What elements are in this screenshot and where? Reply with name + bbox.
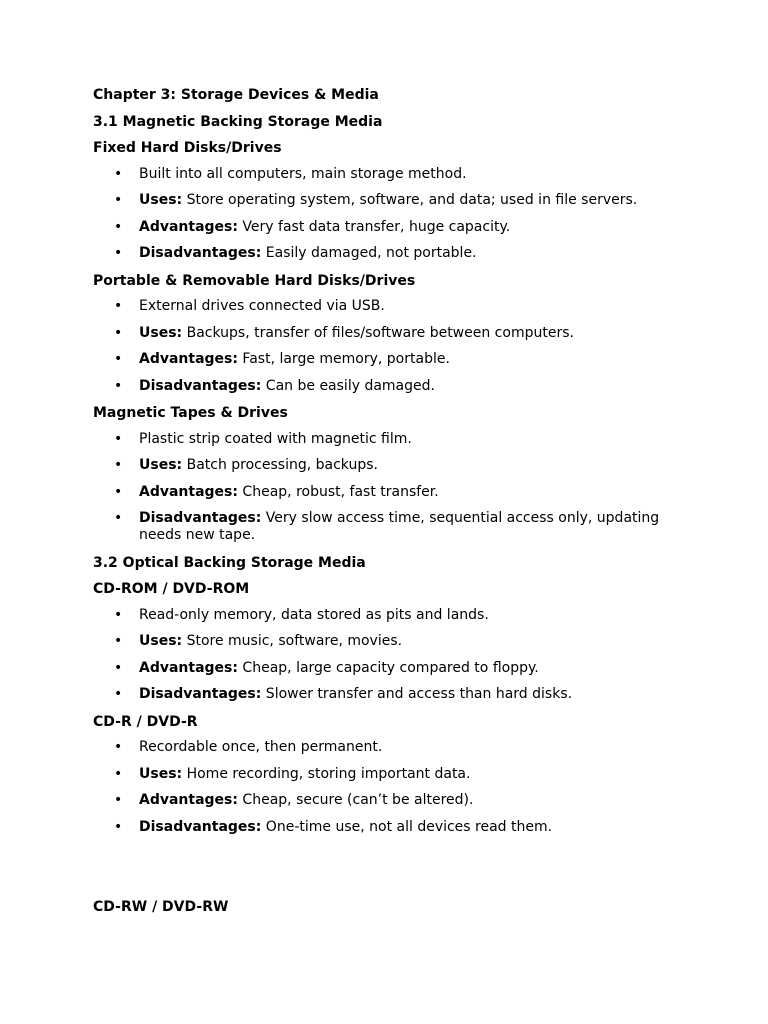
bullet-icon: •: [114, 792, 123, 808]
bullet-icon: •: [114, 606, 123, 623]
bullet-list: [93, 166, 683, 263]
list-item: [93, 457, 683, 474]
item-text: Read-only memory, data stored as pits and lands.: [139, 606, 489, 623]
list-item: [93, 166, 683, 183]
bullet-list: [93, 298, 683, 395]
bullet-icon: •: [114, 633, 123, 649]
bullet-icon: •: [114, 483, 123, 500]
list-item: [93, 245, 683, 262]
item-text: Fast, large memory, portable.: [237, 351, 450, 367]
list-item: [93, 351, 683, 368]
document-page: [93, 86, 683, 925]
item-text: Slower transfer and access than hard disks.: [261, 686, 573, 702]
item-text: Recordable once, then permanent.: [139, 739, 383, 755]
bullet-list: [93, 607, 683, 704]
item-label: Advantages:: [139, 659, 238, 676]
list-item: [93, 633, 683, 650]
list-item: [93, 192, 683, 209]
item-text: Easily damaged, not portable.: [261, 245, 477, 261]
item-label: Advantages:: [139, 792, 238, 808]
subsection-heading: CD-ROM / DVD-ROM: [93, 581, 250, 597]
item-label: Disadvantages:: [139, 510, 262, 526]
subsection-heading: Magnetic Tapes & Drives: [93, 405, 288, 421]
bullet-list: [93, 739, 683, 836]
item-text: Cheap, robust, fast transfer.: [237, 483, 439, 500]
bullet-list: [93, 431, 683, 545]
bullet-icon: •: [114, 457, 123, 473]
item-text: Store music, software, movies.: [182, 633, 403, 649]
list-item: [93, 660, 683, 677]
list-item: [93, 739, 683, 756]
item-text: Cheap, secure (can’t be altered).: [237, 792, 474, 808]
bullet-icon: •: [114, 218, 123, 235]
item-text: Backups, transfer of files/software between computers.: [182, 324, 574, 341]
item-label: Uses:: [139, 457, 183, 473]
list-item: [93, 431, 683, 448]
bullet-icon: •: [114, 192, 123, 208]
bullet-icon: •: [114, 245, 123, 261]
item-text: Very slow access time, sequential access only, updating needs new tape.: [139, 510, 660, 543]
item-label: Advantages:: [139, 483, 238, 500]
bullet-icon: •: [114, 510, 123, 526]
list-item: [93, 792, 683, 809]
bullet-icon: •: [114, 430, 123, 447]
bullet-icon: •: [114, 298, 123, 314]
list-item: [93, 325, 683, 342]
item-label: Advantages:: [139, 351, 238, 367]
item-label: Disadvantages:: [139, 818, 262, 835]
item-text: Built into all computers, main storage method.: [139, 165, 467, 182]
item-text: External drives connected via USB.: [139, 298, 385, 314]
item-text: Very fast data transfer, huge capacity.: [237, 218, 511, 235]
bullet-icon: •: [114, 165, 123, 182]
item-label: Disadvantages:: [139, 245, 262, 261]
list-item: [93, 766, 683, 783]
subsection-heading: CD-R / DVD-R: [93, 713, 198, 730]
item-label: Uses:: [139, 192, 183, 208]
item-text: Cheap, large capacity compared to floppy.: [237, 659, 539, 676]
item-label: Disadvantages:: [139, 686, 262, 702]
list-item: [93, 819, 683, 836]
list-item: [93, 378, 683, 395]
list-item: [93, 298, 683, 315]
item-label: Uses:: [139, 765, 183, 782]
item-label: Uses:: [139, 633, 183, 649]
list-item: [93, 510, 683, 544]
item-label: Advantages:: [139, 218, 238, 235]
list-item: [93, 607, 683, 624]
bullet-icon: •: [114, 659, 123, 676]
bullet-icon: •: [114, 818, 123, 835]
bullet-icon: •: [114, 351, 123, 367]
subsection-heading-cd-rw: CD-RW / DVD-RW: [93, 899, 229, 915]
item-text: Plastic strip coated with magnetic film.: [139, 430, 412, 447]
bullet-icon: •: [114, 377, 123, 394]
section-heading-3-1: 3.1 Magnetic Backing Storage Media: [93, 113, 383, 130]
item-label: Uses:: [139, 324, 183, 341]
item-label: Disadvantages:: [139, 377, 262, 394]
bullet-icon: •: [114, 765, 123, 782]
item-text: Store operating system, software, and data; used in file servers.: [182, 192, 638, 208]
item-text: Home recording, storing important data.: [182, 765, 471, 782]
subsection-heading: Portable & Removable Hard Disks/Drives: [93, 272, 416, 289]
list-item: [93, 686, 683, 703]
bullet-icon: •: [114, 686, 123, 702]
list-item: [93, 219, 683, 236]
section-heading-3-2: 3.2 Optical Backing Storage Media: [93, 554, 366, 571]
bullet-icon: •: [114, 324, 123, 341]
subsection-heading: Fixed Hard Disks/Drives: [93, 140, 282, 156]
item-text: Can be easily damaged.: [261, 377, 435, 394]
blank-space: [93, 845, 683, 898]
list-item: [93, 484, 683, 501]
item-text: One-time use, not all devices read them.: [261, 818, 553, 835]
item-text: Batch processing, backups.: [182, 457, 378, 473]
bullet-icon: •: [114, 739, 123, 755]
chapter-title: Chapter 3: Storage Devices & Media: [93, 87, 379, 103]
